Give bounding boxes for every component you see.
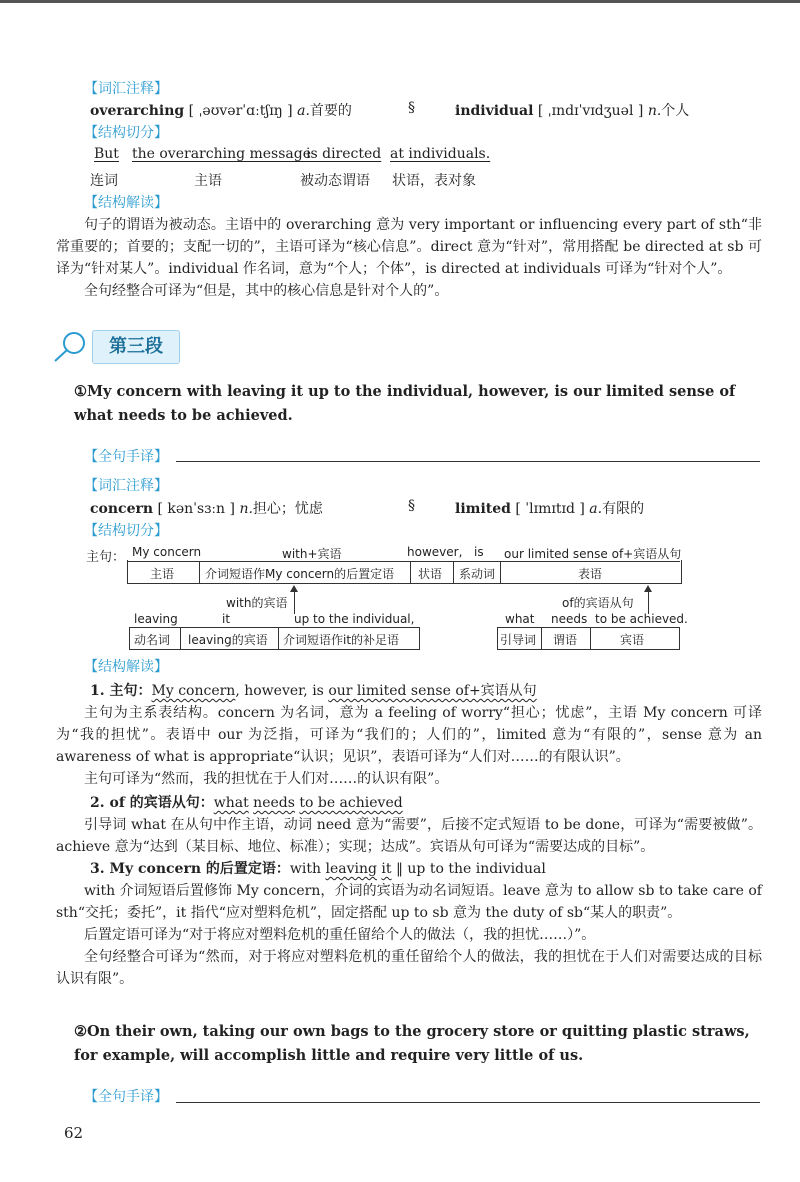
analysis-tag: 【结构解读】 xyxy=(84,195,168,211)
segment: at individuals. xyxy=(390,146,491,162)
vocab-meaning: 首要的 xyxy=(309,103,352,119)
magnifier-icon xyxy=(50,330,90,364)
segment: But xyxy=(94,146,119,162)
sentence-1 xyxy=(74,380,764,428)
point-label: 2. of 的宾语从句： xyxy=(90,795,214,811)
analysis-paragraph: 主句为主系表结构。concern 为名词，意为 a feeling of worry“担心；忧虑”，主语 My concern 可译为“我的担忧”。表语中 our 为泛指，可译为“我们的；人们的”，limited 意为“有限的”，sense 意为 an awareness of what is appropriate“认识；见识”，表语可译为“人们对……的有限认识”。 xyxy=(56,705,762,765)
point-segment: our limited sense of+宾语从句 xyxy=(328,683,537,699)
main-word: however, xyxy=(407,545,463,559)
translation-tag: 【全句手译】 xyxy=(84,449,168,465)
translation-tag: 【全句手译】 xyxy=(84,1089,168,1105)
vocab-meaning: 个人 xyxy=(661,103,690,119)
point-segment: with xyxy=(289,861,326,877)
main-role: 主语 xyxy=(150,567,175,581)
left-role: leaving的宾语 xyxy=(188,633,268,647)
vocab-meaning: 担心；忧虑 xyxy=(252,501,323,517)
sentence-number: ② xyxy=(74,1023,87,1040)
sentence-2 xyxy=(74,1020,764,1068)
main-word: with+宾语 xyxy=(282,547,342,561)
sentence-text: My concern with leaving it up to the individual, however, is our limited sense of what needs to be achieved. xyxy=(74,383,736,424)
segment-label: 状语，表对象 xyxy=(392,173,476,189)
right-role: 谓语 xyxy=(553,633,578,647)
analysis-paragraph: with 介词短语后置修饰 My concern，介词的宾语为动名词短语。leave 意为 to allow sb to take care of sth“交托；委托”，it 指代“应对塑料危机”，固定搭配 up to sb 意为 the duty of sb“某人的职责”。 xyxy=(56,883,762,921)
analysis-paragraph: 主句可译为“然而，我的担忧在于人们对……的认识有限”。 xyxy=(84,771,449,787)
vocab-phonetic: [ ˈlɪmɪtɪd ] xyxy=(515,501,585,517)
segment-label: 连词 xyxy=(90,173,118,189)
vocab-word: individual xyxy=(455,103,534,119)
segment: is directed xyxy=(306,146,382,162)
cell-divider xyxy=(453,561,454,583)
cell-divider xyxy=(590,627,591,649)
segment-label: 被动态谓语 xyxy=(300,173,370,189)
arrow-shaft xyxy=(648,592,649,614)
vocab-meaning: 有限的 xyxy=(602,501,645,517)
main-divider xyxy=(127,561,680,562)
vocab-entry-limited xyxy=(455,498,644,518)
point-2-text xyxy=(56,814,762,858)
sentence-number: ① xyxy=(74,383,87,400)
cell-divider xyxy=(410,561,411,583)
cell-divider xyxy=(199,561,200,583)
segment-label: 主语 xyxy=(194,173,222,189)
vocab-pos: n. xyxy=(239,501,253,517)
vocab-word: overarching xyxy=(90,103,185,119)
right-word: needs xyxy=(551,612,588,626)
arrow-shaft xyxy=(294,592,295,614)
vocab-phonetic: [ ˌəʊvərˈɑːtʃɪŋ ] xyxy=(188,103,293,119)
main-word: My concern xyxy=(132,545,202,559)
analysis-paragraph: 句子的谓语为被动态。主语中的 overarching 意为 very important or influencing every part of sth“非常重要的；首要的；支配一切的”，主语可译为“核心信息”。direct 意为“针对”，常用搭配 be directed at sb 可译为“针对某人”。individual 作名词，意为“个人；个体”，is directed at individuals 可译为“针对个人”。 xyxy=(56,217,762,277)
arrow-up-icon xyxy=(644,585,652,592)
main-word: our limited sense of+宾语从句 xyxy=(504,547,682,561)
point-segment: it xyxy=(381,861,392,877)
vocab-pos: a. xyxy=(589,501,603,517)
point-label: 1. 主句： xyxy=(90,683,152,699)
point-segment: needs xyxy=(253,795,295,811)
point-3-text xyxy=(56,880,762,990)
main-role: 介词短语作My concern的后置定语 xyxy=(205,567,395,581)
point-segment: what xyxy=(213,795,249,811)
left-role: 动名词 xyxy=(134,633,171,647)
right-role: 引导词 xyxy=(500,633,537,647)
vocab-entry-concern xyxy=(90,498,323,518)
left-word: up to the individual, xyxy=(294,612,415,626)
point-1-text xyxy=(56,702,762,790)
point-segment: to be achieved xyxy=(299,795,403,811)
translation-line[interactable] xyxy=(176,461,760,462)
right-divider xyxy=(497,627,679,628)
cell-divider xyxy=(180,627,181,649)
translation-line[interactable] xyxy=(176,1102,760,1103)
point-1-heading xyxy=(90,680,537,700)
arrow-up-icon xyxy=(290,585,298,592)
point-3-heading xyxy=(90,858,546,878)
vocab-phonetic: [ kənˈsɜːn ] xyxy=(157,501,235,517)
separator-icon: § xyxy=(408,498,415,514)
vocab-pos: a. xyxy=(297,103,310,119)
point-label: 3. My concern 的后置定语： xyxy=(90,861,290,877)
point-segment: ‖ up to the individual xyxy=(391,861,546,877)
analysis-paragraph: 后置定语可译为“对于将应对塑料危机的重任留给个人的做法（，我的担忧……）”。 xyxy=(84,927,596,943)
sentence-text: On their own, taking our own bags to the grocery store or quitting plastic straws, for example, will accomplish little and require very little of us. xyxy=(74,1023,750,1064)
vocab-entry-overarching xyxy=(90,100,352,120)
right-role: 宾语 xyxy=(620,633,645,647)
section-title: 第三段 xyxy=(92,330,180,364)
separator-icon: § xyxy=(408,100,415,116)
right-word: to be achieved. xyxy=(595,612,688,626)
cell-divider xyxy=(278,627,279,649)
segment: the overarching message xyxy=(132,146,312,162)
vocab-phonetic: [ ˌɪndɪˈvɪdʒuəl ] xyxy=(537,103,644,119)
analysis-paragraph: 引导词 what 在从句中作主语，动词 need 意为“需要”，后接不定式短语 to be done，可译为“需要被做”。achieve 意为“达到（某目标、地位、标准）；实现；达成”。宾语从句可译为“需要达成的目标”。 xyxy=(56,817,762,855)
top-rule xyxy=(0,0,800,3)
point-segment: , however, is xyxy=(235,683,329,699)
main-word: is xyxy=(474,545,484,559)
point-segment: leaving xyxy=(325,861,377,877)
struct-tag: 【结构切分】 xyxy=(84,523,168,539)
right-word: what xyxy=(505,612,535,626)
cell-divider xyxy=(500,561,501,583)
point-segment: My concern xyxy=(151,683,236,699)
page-number: 62 xyxy=(64,1124,84,1142)
vocab-word: limited xyxy=(455,501,511,517)
analysis-paragraph: 全句经整合可译为“但是，其中的核心信息是针对个人的”。 xyxy=(84,283,449,299)
main-clause-label: 主句： xyxy=(86,550,126,565)
analysis-text xyxy=(56,214,762,302)
point-2-heading xyxy=(90,792,403,812)
analysis-paragraph: 全句经整合可译为“然而，对于将应对塑料危机的重任留给个人的做法，我的担忧在于人们对需要达成的目标认识有限”。 xyxy=(56,949,762,987)
analysis-tag: 【结构解读】 xyxy=(84,659,168,675)
vocab-tag: 【词汇注释】 xyxy=(84,478,168,494)
left-word: it xyxy=(222,612,231,626)
left-role: 介词短语作it的补足语 xyxy=(283,633,400,647)
main-role: 表语 xyxy=(578,567,603,581)
cell-divider xyxy=(541,627,542,649)
vocab-word: concern xyxy=(90,501,154,517)
main-role: 状语 xyxy=(418,567,443,581)
left-word: leaving xyxy=(134,612,178,626)
vocab-entry-individual xyxy=(455,100,689,120)
right-caption: of的宾语从句 xyxy=(562,596,634,610)
left-divider xyxy=(129,627,419,628)
left-caption: with的宾语 xyxy=(226,596,288,610)
struct-tag: 【结构切分】 xyxy=(84,125,168,141)
vocab-pos: n. xyxy=(647,103,662,119)
main-role: 系动词 xyxy=(459,567,496,581)
vocab-tag: 【词汇注释】 xyxy=(84,81,168,97)
